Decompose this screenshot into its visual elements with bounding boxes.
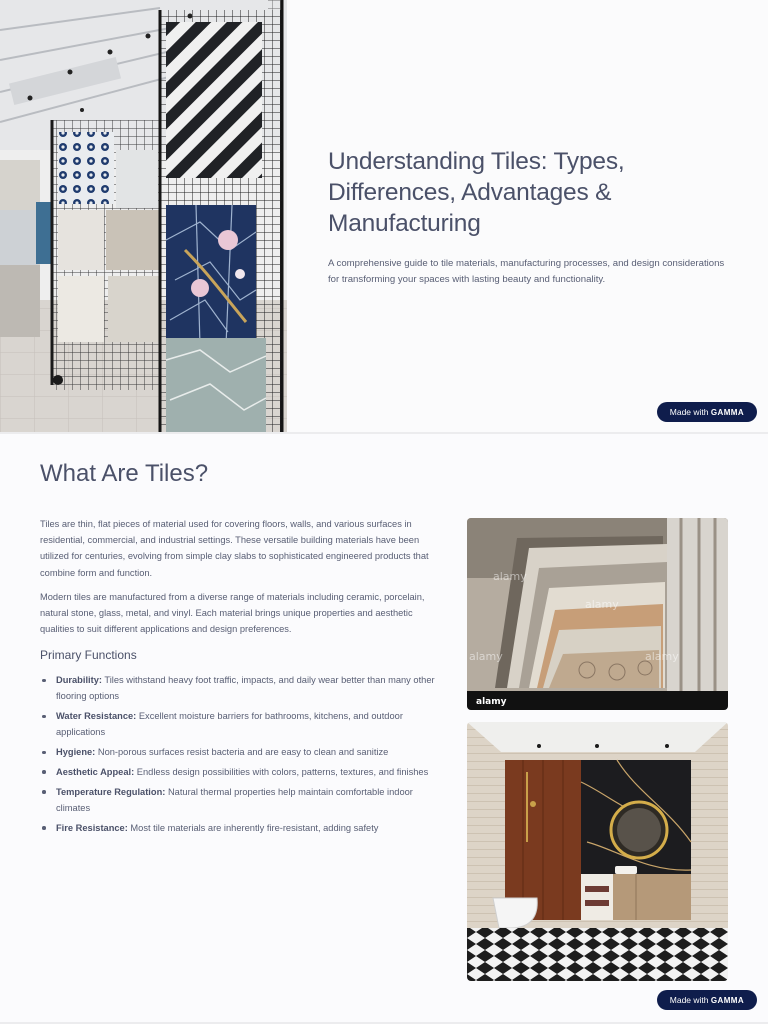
tile-samples-image <box>467 518 728 710</box>
intro-paragraph: Tiles are thin, flat pieces of material used for covering floors, walls, and various surfaces in residential, commercial, and industrial settings. These versatile building materials have been utilized for centuries, evolving from simple clay slabs to sophisticated engineered products that combine form and function. <box>40 519 429 578</box>
list-item-term: Temperature Regulation: <box>56 786 166 797</box>
tile-showroom-image <box>0 0 287 432</box>
list-item-term: Water Resistance: <box>56 711 137 721</box>
list-item-text: Tiles withstand heavy foot traffic, impacts, and daily wear better than many other flooring options <box>56 675 435 702</box>
list-item-text: Excellent moisture barriers for bathrooms, kitchens, and outdoor applications <box>56 711 403 738</box>
badge-prefix: Made with <box>669 407 709 417</box>
list-item-text: Non-porous surfaces resist bacteria and are easy to clean and sanitize <box>97 747 389 757</box>
stock-watermark: alamy <box>469 650 503 663</box>
stock-watermark: alamy <box>493 570 527 583</box>
list-item-term: Durability: <box>56 675 102 685</box>
list-item <box>40 764 440 780</box>
badge-prefix: Made with <box>669 995 709 1005</box>
page-subtitle: A comprehensive guide to tile materials, manufacturing processes, and design considerations for transforming your spaces with lasting beauty and functionality. <box>328 258 725 285</box>
made-with-gamma-badge[interactable] <box>657 990 757 1010</box>
gamma-logo: GAMMA <box>710 996 744 1005</box>
list-item-text: Natural thermal properties help maintain comfortable indoor climates <box>56 786 413 813</box>
list-item <box>40 820 440 836</box>
materials-paragraph: Modern tiles are manufactured from a diverse range of materials including ceramic, porcelain, natural stone, glass, metal, and vinyl. Each material brings unique properties and aesthetic qualities to suit different applications and design preferences. <box>40 592 425 635</box>
list-item-text: Endless design possibilities with colors, patterns, textures, and finishes <box>136 766 429 777</box>
gamma-logo: GAMMA <box>710 408 744 417</box>
bathroom-interior-image <box>467 722 728 981</box>
list-item-term: Fire Resistance: <box>56 822 128 833</box>
made-with-gamma-badge[interactable] <box>657 402 757 422</box>
title-slide <box>0 0 768 432</box>
stock-watermark: alamy <box>476 697 507 707</box>
functions-list <box>40 672 440 839</box>
list-item-text: Most tile materials are inherently fire-resistant, adding safety <box>130 822 379 833</box>
what-are-tiles-slide <box>0 434 768 1022</box>
stock-watermark: alamy <box>585 598 619 611</box>
list-item-term: Aesthetic Appeal: <box>56 766 135 777</box>
list-item <box>40 784 440 816</box>
list-item <box>40 672 440 704</box>
stock-watermark: alamy <box>645 650 679 663</box>
list-item <box>40 708 440 740</box>
page-title: Understanding Tiles: Types, Differences, Advantages & Manufacturing <box>328 148 625 237</box>
list-item-term: Hygiene: <box>56 747 96 757</box>
subsection-heading: Primary Functions <box>40 648 137 662</box>
section-heading: What Are Tiles? <box>40 460 209 487</box>
list-item <box>40 744 440 760</box>
